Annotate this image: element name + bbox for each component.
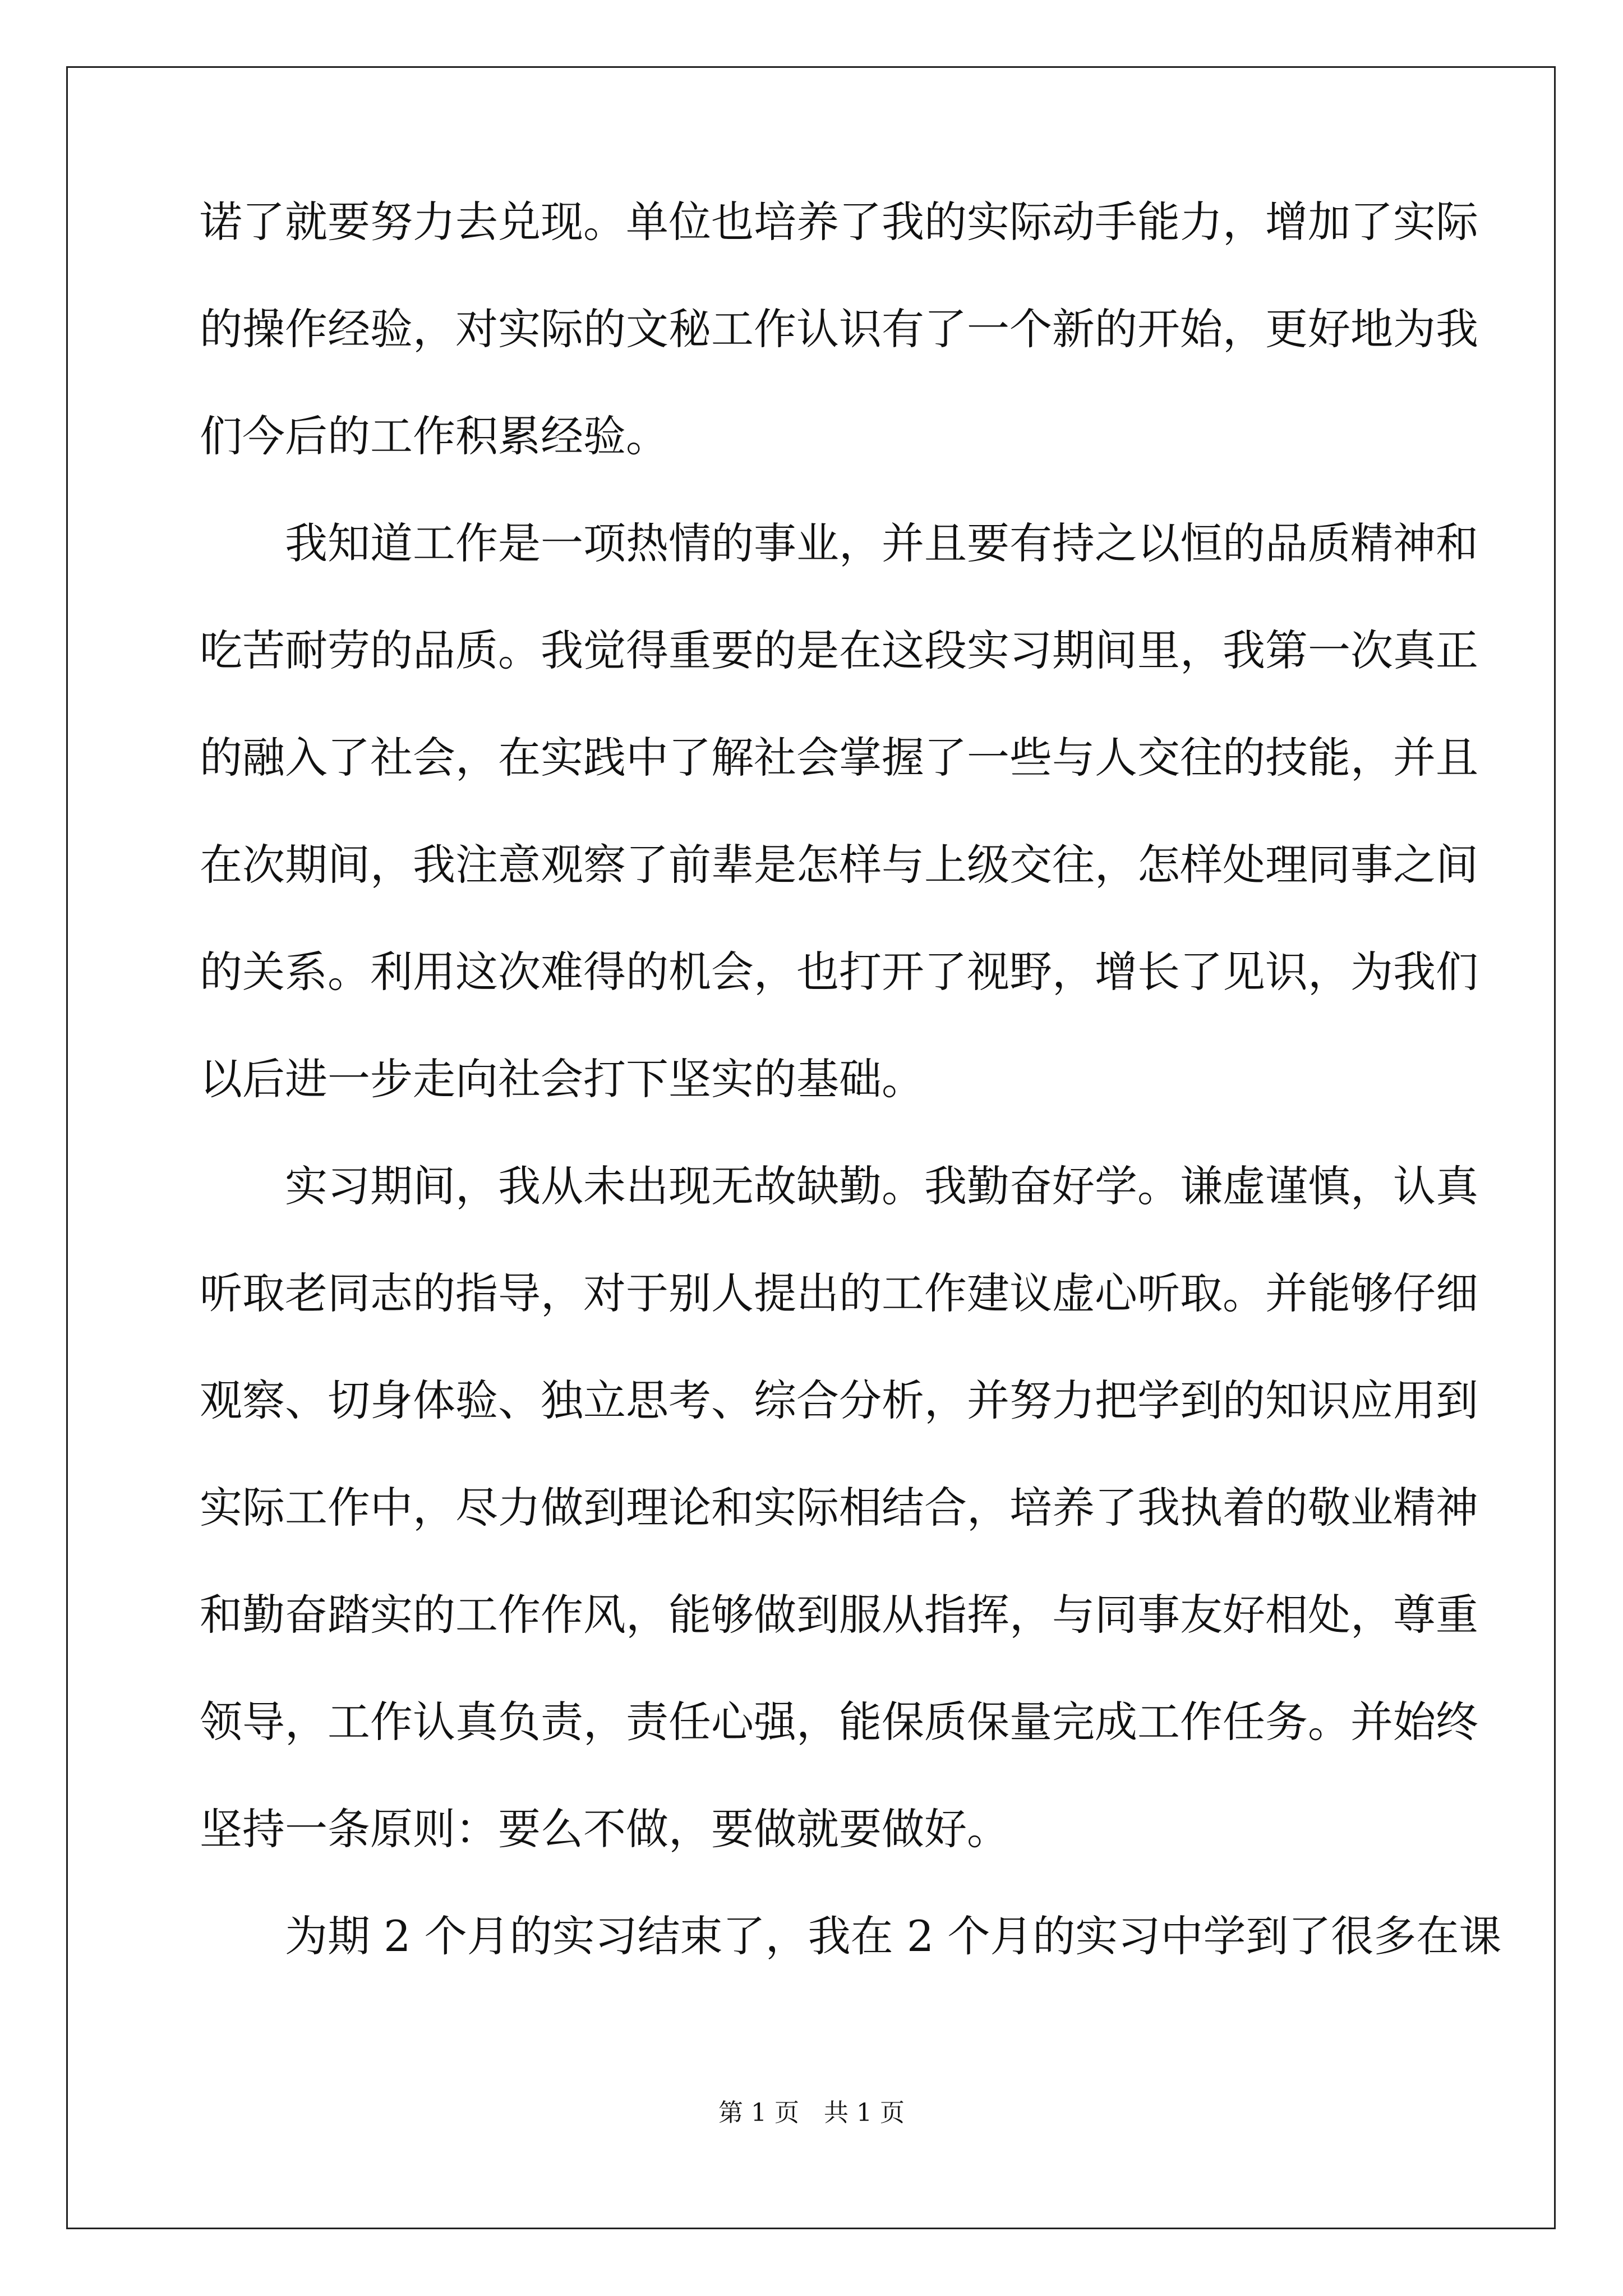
text-line: 的融入了社会，在实践中了解社会掌握了一些与人交往的技能，并且	[200, 733, 1478, 783]
page-footer: 第 1 页 共 1 页	[718, 2099, 905, 2127]
text-line: 的操作经验，对实际的文秘工作认识有了一个新的开始，更好地为我	[200, 304, 1478, 354]
text-line: 坚持一条原则：要么不做，要做就要做好。	[200, 1804, 1009, 1854]
text-line: 领导，工作认真负责，责任心强，能保质保量完成工作任务。并始终	[200, 1697, 1478, 1747]
text-line: 为期 2 个月的实习结束了，我在 2 个月的实习中学到了很多在课	[285, 1911, 1502, 1961]
text-line: 的关系。利用这次难得的机会，也打开了视野，增长了见识，为我们	[200, 947, 1478, 997]
text-line: 听取老同志的指导，对于别人提出的工作建议虚心听取。并能够仔细	[200, 1268, 1478, 1318]
text-line: 实习期间，我从未出现无故缺勤。我勤奋好学。谦虚谨慎，认真	[285, 1161, 1478, 1211]
text-line: 实际工作中，尽力做到理论和实际相结合，培养了我执着的敬业精神	[200, 1483, 1478, 1533]
text-line: 吃苦耐劳的品质。我觉得重要的是在这段实习期间里，我第一次真正	[200, 625, 1478, 675]
text-line: 诺了就要努力去兑现。单位也培养了我的实际动手能力，增加了实际	[200, 197, 1478, 247]
text-line: 在次期间，我注意观察了前辈是怎样与上级交往，怎样处理同事之间	[200, 840, 1478, 890]
text-line: 和勤奋踏实的工作作风，能够做到服从指挥，与同事友好相处，尊重	[200, 1590, 1478, 1640]
text-line: 们今后的工作积累经验。	[200, 411, 668, 461]
text-line: 观察、切身体验、独立思考、综合分析，并努力把学到的知识应用到	[200, 1375, 1478, 1425]
document-body	[200, 168, 1502, 1990]
text-line: 我知道工作是一项热情的事业，并且要有持之以恒的品质精神和	[285, 518, 1478, 568]
text-line: 以后进一步走向社会打下坚实的基础。	[200, 1054, 924, 1104]
